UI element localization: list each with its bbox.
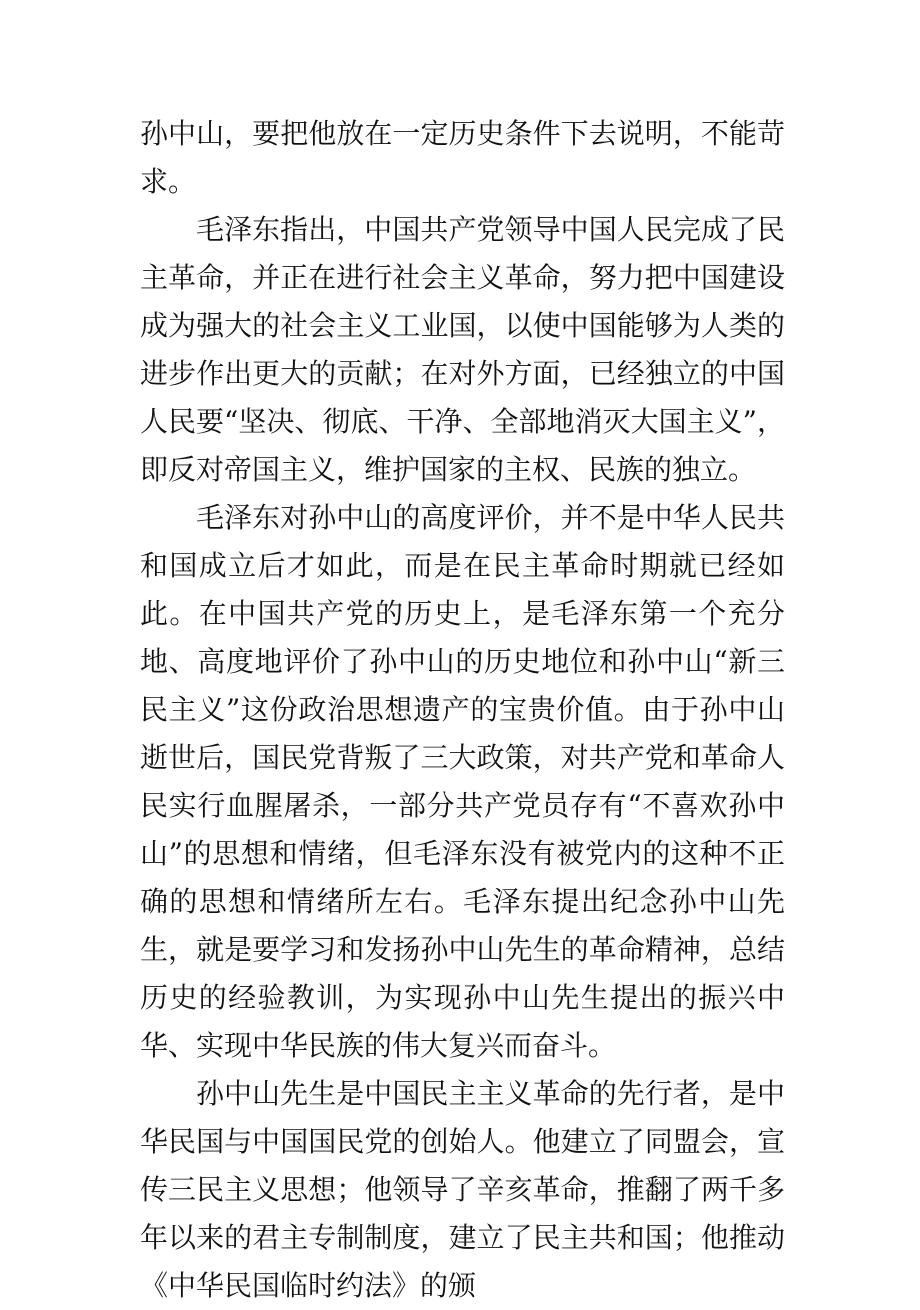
paragraph-4: 孙中山先生是中国民主主义革命的先行者，是中华民国与中国国民党的创始人。他建立了同盟会，宣传三民主义思想；他领导了辛亥革命，推翻了两千多年以来的君主专制制度，建立了民主共和国；他推动《中华民国临时约法》的颁 (140, 1077, 785, 1302)
paragraph-2: 毛泽东指出，中国共产党领导中国人民完成了民主革命，并正在进行社会主义革命，努力把中国建设成为强大的社会主义工业国，以使中国能够为人类的进步作出更大的贡献；在对外方面，已经独立的中国人民要“坚决、彻底、干净、全部地消灭大国主义”，即反对帝国主义，维护国家的主权、民族的独立。 (140, 213, 785, 486)
paragraph-3: 毛泽东对孙中山的高度评价，并不是中华人民共和国成立后才如此，而是在民主革命时期就已经如此。在中国共产党的历史上，是毛泽东第一个充分地、高度地评价了孙中山的历史地位和孙中山“新三民主义”这份政治思想遗产的宝贵价值。由于孙中山逝世后，国民党背叛了三大政策，对共产党和革命人民实行血腥屠杀，一部分共产党员存有“不喜欢孙中山”的思想和情绪，但毛泽东没有被党内的这种不正确的思想和情绪所左右。毛泽东提出纪念孙中山先生，就是要学习和发扬孙中山先生的革命精神，总结历史的经验教训，为实现孙中山先生提出的振兴中华、实现中华民族的伟大复兴而奋斗。 (140, 501, 785, 1062)
paragraph-1: 孙中山，要把他放在一定历史条件下去说明，不能苛求。 (140, 117, 785, 198)
body-text (140, 110, 785, 1310)
